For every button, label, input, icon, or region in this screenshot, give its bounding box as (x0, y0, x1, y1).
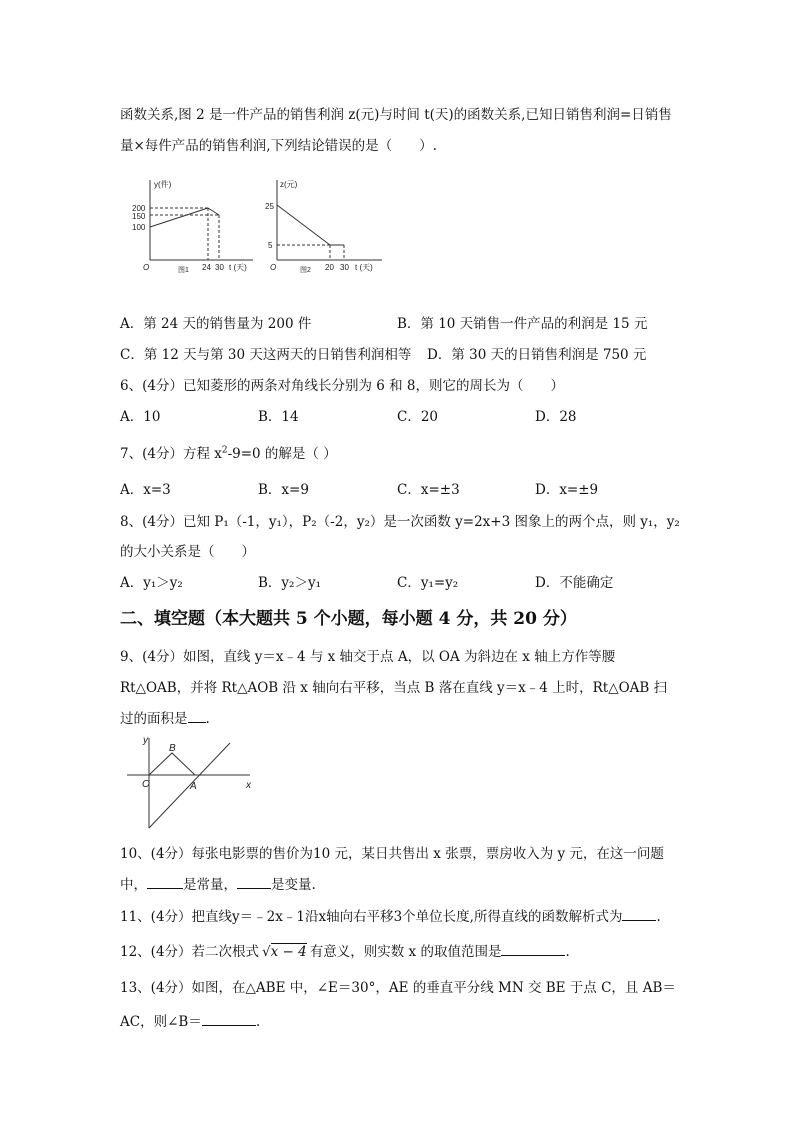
q11-stem (120, 905, 661, 925)
fig2-y5: 5 (268, 241, 273, 250)
q10-line2-b: 是常量， (183, 877, 237, 893)
q9-fig-x-label: x (246, 780, 251, 791)
q7-superscript: 2 (221, 445, 228, 456)
fig2-caption: 图2 (300, 267, 311, 274)
fig1-x30: 30 (215, 263, 224, 272)
q8-option-a: A．y₁＞y₂ (120, 575, 183, 591)
q7-option-c: C．x=±3 (397, 482, 460, 498)
q12-answer-blank[interactable] (501, 943, 565, 956)
q8-option-d: D．不能确定 (535, 575, 614, 591)
q8-stem-line1: 8、(4分）已知 P₁（-1，y₁），P₂（-2，y₂）是一次函数 y=2x+3 图象上的两个点，则 y₁，y₂ (120, 514, 680, 530)
q9-figure (122, 733, 262, 833)
q5-option-d: D．第 30 天的日销售利润是 750 元 (427, 347, 647, 363)
q12-post: 有意义，则实数 x 的取值范围是 (309, 944, 502, 960)
q9-stem-line1: 9、(4分）如图，直线 y＝x﹣4 与 x 轴交于点 A，以 OA 为斜边在 x 轴上方作等腰 (120, 649, 616, 665)
q9-fig-point-a: A (190, 781, 197, 792)
q9-line3-text: 过的面积是 (120, 711, 188, 727)
q5-figure-1 (128, 175, 258, 280)
q10-stem-line2 (120, 873, 316, 893)
q9-stem-line3 (120, 707, 210, 727)
q8-option-c: C．y₁=y₂ (397, 575, 459, 591)
fig1-y200: 200 (132, 204, 146, 213)
fig2-x30: 30 (340, 263, 349, 272)
fig2-y25: 25 (265, 202, 274, 211)
section-2-title: 二、填空题（本大题共 5 个小题，每小题 4 分，共 20 分） (120, 609, 577, 629)
fig1-origin: O (143, 263, 150, 272)
q8-option-b: B．y₂＞y₁ (258, 575, 321, 591)
fig1-y100: 100 (132, 223, 146, 232)
fig1-y150: 150 (132, 212, 146, 221)
q8-stem-line2: 的大小关系是（ ） (120, 544, 255, 560)
q11-end: . (656, 909, 661, 925)
q7-stem (120, 442, 337, 462)
q7-option-b: B．x=9 (258, 482, 309, 498)
q9-line3-end: . (205, 711, 210, 727)
q9-fig-origin: O (142, 779, 150, 790)
fig1-caption: 图1 (178, 267, 189, 274)
q7-stem-pre: 7、(4分）方程 x (120, 446, 222, 462)
q9-stem-line2: Rt△OAB，并将 Rt△AOB 沿 x 轴向右平移，当点 B 落在直线 y＝x﹣4 上时，Rt△OAB 扫 (120, 680, 668, 696)
q5-figure-2 (262, 175, 387, 280)
q5-option-a: A．第 24 天的销售量为 200 件 (120, 316, 312, 332)
fig1-xlabel: t (天) (229, 263, 247, 272)
q10-variable-blank[interactable] (237, 876, 271, 889)
q12-end: . (565, 944, 570, 960)
q12-sqrt: √x − 4 (262, 944, 307, 960)
q5-option-c: C．第 12 天与第 30 天这两天的日销售利润相等 (120, 347, 412, 363)
fig2-x20: 20 (325, 263, 334, 272)
q7-option-a: A．x=3 (120, 482, 171, 498)
q9-fig-y-label: y (143, 735, 148, 746)
q13-end: . (255, 1014, 261, 1030)
fig2-origin: O (270, 263, 277, 272)
q11-answer-blank[interactable] (622, 908, 656, 921)
q6-option-c: C．20 (397, 409, 439, 425)
q5-option-b: B．第 10 天销售一件产品的利润是 15 元 (397, 316, 648, 332)
q5-stem-line2: 量×每件产品的销售利润,下列结论错误的是（ ）. (120, 138, 437, 154)
q7-option-d: D．x=±9 (535, 482, 599, 498)
q6-option-d: D．28 (535, 409, 577, 425)
q6-option-b: B．14 (258, 409, 299, 425)
q12-pre: 12、(4分）若二次根式 (120, 944, 260, 960)
q12-stem (120, 940, 570, 960)
q13-answer-blank[interactable] (202, 1013, 256, 1026)
fig1-x24: 24 (202, 263, 211, 272)
q13-line2-text: AC，则∠B＝ (120, 1014, 202, 1030)
q9-answer-blank[interactable] (188, 710, 206, 723)
fig1-ylabel: y(件) (154, 180, 172, 189)
q6-option-a: A．10 (120, 409, 161, 425)
q6-stem: 6、(4分）已知菱形的两条对角线长分别为 6 和 8，则它的周长为（ ） (120, 378, 564, 394)
q10-line2-c: 是变量. (271, 877, 316, 893)
q13-stem-line1: 13、(4分）如图，在△ABE 中，∠E＝30°，AE 的垂直平分线 MN 交 BE 于点 C，且 AB＝ (120, 980, 676, 996)
fig2-ylabel: z(元) (280, 180, 298, 189)
q11-text: 11、(4分）把直线y＝﹣2x﹣1沿x轴向右平移3个单位长度,所得直线的函数解析式为 (120, 909, 623, 925)
q10-line2-a: 中， (120, 877, 147, 893)
q13-stem-line2 (120, 1010, 260, 1030)
q12-radicand: x − 4 (270, 944, 307, 960)
q9-fig-point-b: B (169, 743, 176, 754)
q10-constant-blank[interactable] (147, 876, 183, 889)
q5-stem-line1: 函数关系,图 2 是一件产品的销售利润 z(元)与时间 t(天)的函数关系,已知日销售利润=日销售 (120, 107, 672, 123)
q7-stem-post: -9=0 的解是（ ） (227, 446, 337, 462)
q10-stem-line1: 10、(4分）每张电影票的售价为10 元，某日共售出 x 张票，票房收入为 y 元，在这一问题 (120, 846, 664, 862)
fig2-xlabel: t (天) (355, 263, 373, 272)
